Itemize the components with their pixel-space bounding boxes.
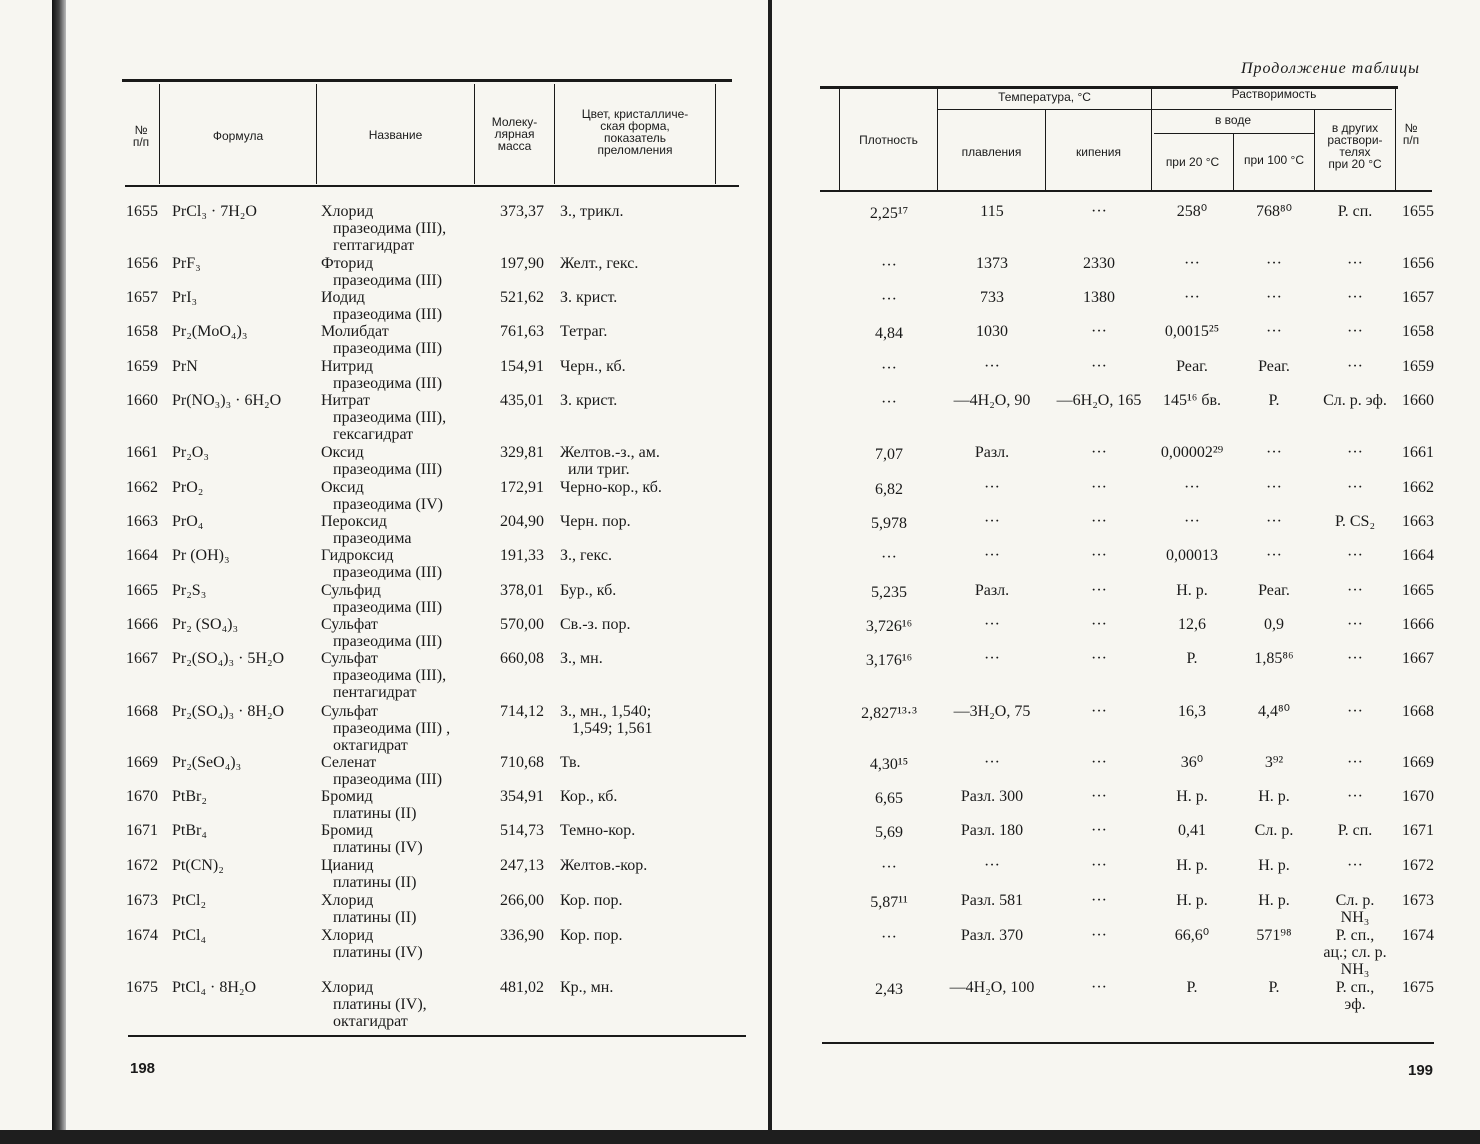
name-cell: Цианид платины (II) (321, 857, 417, 891)
solubility-20c-cell: 36⁰ (1180, 754, 1204, 771)
melting-point-cell: —3H₂O, 75 (953, 703, 1031, 720)
row-number-right: 1656 (1402, 255, 1434, 272)
density-cell: 5,978 (871, 515, 907, 532)
name-cell: Селенат празеодима (III) (321, 754, 443, 788)
name-cell: Хлорид празеодима (III), гептагидрат (321, 203, 447, 254)
melting-point-cell: ··· (984, 857, 1000, 874)
solubility-100c-cell: 0,9 (1264, 616, 1284, 633)
molecular-mass-cell: 514,73 (500, 822, 544, 839)
other-solvents-cell: ··· (1347, 616, 1363, 633)
row-number-right: 1657 (1402, 289, 1434, 306)
formula-cell: PrF₃ (172, 255, 201, 272)
boiling-point-cell: ··· (1091, 703, 1107, 720)
solubility-100c-cell: 4,4⁸⁰ (1258, 703, 1290, 720)
other-solvents-cell: ··· (1347, 857, 1363, 874)
formula-cell: PtCl₄ (172, 927, 207, 944)
solubility-20c-cell: 12,6 (1178, 616, 1206, 633)
table-bottom-rule (822, 1042, 1434, 1044)
name-cell: Нитрат празеодима (III), гексагидрат (321, 392, 447, 443)
melting-point-cell: Разл. 180 (960, 822, 1024, 839)
other-solvents-cell: ··· (1347, 547, 1363, 564)
row-number-right: 1655 (1402, 203, 1434, 220)
row-number-right: 1666 (1402, 616, 1434, 633)
density-cell: 7,07 (875, 446, 903, 463)
page-number-left: 198 (130, 1060, 156, 1077)
density-cell: 4,84 (875, 325, 903, 342)
header-temperature: Температура, °C (998, 90, 1091, 104)
name-cell: Оксид празеодима (III) (321, 444, 443, 478)
melting-point-cell: 1030 (976, 323, 1008, 340)
boiling-point-cell: ··· (1091, 857, 1107, 874)
header-boiling: кипения (1076, 145, 1121, 159)
row-number: 1662 (126, 479, 158, 496)
boiling-point-cell: ··· (1091, 927, 1107, 944)
formula-cell: Pr(NO₃)₃ · 6H₂O (172, 392, 282, 409)
row-number: 1655 (126, 203, 158, 220)
formula-cell: PrCl₃ · 7H₂O (172, 203, 257, 220)
molecular-mass-cell: 247,13 (500, 857, 544, 874)
row-number-right: 1668 (1402, 703, 1434, 720)
formula-cell: PrO₄ (172, 513, 204, 530)
name-cell: Гидроксид празеодима (III) (321, 547, 443, 581)
table-top-rule (122, 79, 732, 82)
solubility-20c-cell: Н. р. (1176, 788, 1208, 805)
formula-cell: PrI₃ (172, 289, 198, 306)
properties-cell: Темно-кор. (560, 822, 636, 839)
solubility-100c-cell: Н. р. (1258, 788, 1290, 805)
density-cell: ··· (881, 549, 897, 566)
header-melting: плавления (961, 145, 1022, 159)
solubility-20c-cell: 16,3 (1178, 703, 1206, 720)
header-at-100c: при 100 °C (1243, 153, 1305, 167)
boiling-point-cell: ··· (1091, 582, 1107, 599)
molecular-mass-cell: 329,81 (500, 444, 544, 461)
molecular-mass-cell: 204,90 (500, 513, 544, 530)
boiling-point-cell: 1380 (1083, 289, 1115, 306)
melting-point-cell: ··· (984, 358, 1000, 375)
solubility-20c-cell: ··· (1184, 479, 1200, 496)
solubility-20c-cell: 66,6⁰ (1174, 927, 1210, 944)
row-number: 1670 (126, 788, 158, 805)
solubility-100c-cell: ··· (1266, 444, 1282, 461)
row-number: 1664 (126, 547, 158, 564)
continuation-title: Продолжение таблицы (1240, 60, 1420, 77)
properties-cell: З., трикл. (560, 203, 624, 220)
boiling-point-cell: ··· (1091, 203, 1107, 220)
name-cell: Молибдат празеодима (III) (321, 323, 443, 357)
row-number: 1672 (126, 857, 158, 874)
name-cell: Бромид платины (IV) (321, 822, 423, 856)
formula-cell: Pr₂S₃ (172, 582, 207, 599)
melting-point-cell: —4H₂O, 100 (949, 979, 1035, 996)
header-name: Название (368, 128, 423, 142)
density-cell: 6,82 (875, 481, 903, 498)
properties-cell: Кр., мн. (560, 979, 614, 996)
solubility-20c-cell: Р. (1186, 650, 1198, 667)
boiling-point-cell: ··· (1091, 479, 1107, 496)
solubility-20c-cell: Н. р. (1176, 857, 1208, 874)
density-cell: ··· (881, 929, 897, 946)
row-number-right: 1675 (1402, 979, 1434, 996)
boiling-point-cell: ··· (1091, 979, 1107, 996)
solubility-20c-cell: 258⁰ (1176, 203, 1208, 220)
name-cell: Сульфид празеодима (III) (321, 582, 443, 616)
melting-point-cell: ··· (984, 754, 1000, 771)
solubility-100c-cell: ··· (1266, 513, 1282, 530)
melting-point-cell: ··· (984, 513, 1000, 530)
header-density: Плотность (859, 133, 918, 147)
row-number-right: 1667 (1402, 650, 1434, 667)
boiling-point-cell: 2330 (1083, 255, 1115, 272)
boiling-point-cell: ··· (1091, 788, 1107, 805)
row-number-right: 1672 (1402, 857, 1434, 874)
boiling-point-cell: —6H₂O, 165 (1056, 392, 1142, 409)
properties-cell: Черн. пор. (560, 513, 631, 530)
formula-cell: Pr₂O₃ (172, 444, 209, 461)
other-solvents-cell: ··· (1347, 444, 1363, 461)
formula-cell: PrO₂ (172, 479, 204, 496)
properties-cell: Кор. пор. (560, 927, 623, 944)
formula-cell: PtBr₂ (172, 788, 207, 805)
properties-cell: Тв. (560, 754, 581, 771)
row-number: 1665 (126, 582, 158, 599)
solubility-20c-cell: Н. р. (1176, 582, 1208, 599)
density-cell: ··· (881, 360, 897, 377)
molecular-mass-cell: 570,00 (500, 616, 544, 633)
row-number-right: 1661 (1402, 444, 1434, 461)
solubility-20c-cell: ··· (1184, 289, 1200, 306)
properties-cell: З., мн. (560, 650, 603, 667)
melting-point-cell: 115 (980, 203, 1004, 220)
boiling-point-cell: ··· (1091, 358, 1107, 375)
properties-cell: Черно-кор., кб. (560, 479, 662, 496)
header-solubility: Растворимость (1231, 87, 1317, 101)
other-solvents-cell: ··· (1347, 289, 1363, 306)
molecular-mass-cell: 378,01 (500, 582, 544, 599)
row-number-right: 1660 (1402, 392, 1434, 409)
other-solvents-cell: ··· (1347, 255, 1363, 272)
solubility-20c-cell: 145¹⁶ бв. (1162, 392, 1222, 409)
molecular-mass-cell: 710,68 (500, 754, 544, 771)
properties-cell: З. крист. (560, 392, 618, 409)
header-bottom-rule (820, 190, 1432, 192)
density-cell: ··· (881, 394, 897, 411)
molecular-mass-cell: 266,00 (500, 892, 544, 909)
properties-cell: Черн., кб. (560, 358, 626, 375)
row-number: 1668 (126, 703, 158, 720)
properties-cell: Кор. пор. (560, 892, 623, 909)
name-cell: Сульфат празеодима (III) (321, 616, 443, 650)
header-formula: Формула (212, 129, 264, 143)
melting-point-cell: Разл. 581 (960, 892, 1024, 909)
melting-point-cell: Разл. (974, 582, 1010, 599)
melting-point-cell: Разл. 370 (960, 927, 1024, 944)
molecular-mass-cell: 714,12 (500, 703, 544, 720)
row-number: 1661 (126, 444, 158, 461)
molecular-mass-cell: 660,08 (500, 650, 544, 667)
solubility-20c-cell: 0,41 (1178, 822, 1206, 839)
row-number: 1669 (126, 754, 158, 771)
row-number-right: 1671 (1402, 822, 1434, 839)
other-solvents-cell: Сл. р. NH₃ (1335, 892, 1375, 926)
other-solvents-cell: ··· (1347, 754, 1363, 771)
melting-point-cell: Разл. (974, 444, 1010, 461)
density-cell: 2,25¹⁷ (869, 205, 909, 222)
density-cell: ··· (881, 291, 897, 308)
density-cell: 5,69 (875, 824, 903, 841)
name-cell: Иодид празеодима (III) (321, 289, 443, 323)
row-number-right: 1662 (1402, 479, 1434, 496)
other-solvents-cell: Р. сп., ац.; сл. р. NH₃ (1323, 927, 1387, 978)
solubility-100c-cell: Реаг. (1258, 582, 1290, 599)
row-number-right: 1673 (1402, 892, 1434, 909)
molecular-mass-cell: 154,91 (500, 358, 544, 375)
solubility-100c-cell: Реаг. (1258, 358, 1290, 375)
solubility-20c-cell: ··· (1184, 255, 1200, 272)
name-cell: Сульфат празеодима (III) , октагидрат (321, 703, 451, 754)
melting-point-cell: 1373 (976, 255, 1008, 272)
name-cell: Нитрид празеодима (III) (321, 358, 443, 392)
properties-cell: З., мн., 1,540; 1,549; 1,561 (560, 703, 653, 737)
name-cell: Пероксид празеодима (321, 513, 412, 547)
row-number: 1673 (126, 892, 158, 909)
name-cell: Хлорид платины (IV), октагидрат (321, 979, 427, 1030)
row-number: 1671 (126, 822, 158, 839)
other-solvents-cell: ··· (1347, 358, 1363, 375)
name-cell: Фторид празеодима (III) (321, 255, 443, 289)
row-number: 1675 (126, 979, 158, 996)
solubility-20c-cell: Реаг. (1176, 358, 1208, 375)
subheader-rule (938, 109, 1392, 110)
formula-cell: PtCl₂ (172, 892, 207, 909)
molecular-mass-cell: 435,01 (500, 392, 544, 409)
row-number: 1674 (126, 927, 158, 944)
molecular-mass-cell: 373,37 (500, 203, 544, 220)
row-number-right: 1674 (1402, 927, 1434, 944)
row-number-right: 1665 (1402, 582, 1434, 599)
page-number-right: 199 (1408, 1062, 1434, 1079)
other-solvents-cell: ··· (1347, 650, 1363, 667)
header-molecular-mass: Молеку- лярная масса (491, 115, 538, 153)
header-at-20c: при 20 °C (1165, 155, 1220, 169)
header-number: № п/п (132, 123, 150, 149)
molecular-mass-cell: 354,91 (500, 788, 544, 805)
formula-cell: Pt(CN)₂ (172, 857, 224, 874)
boiling-point-cell: ··· (1091, 822, 1107, 839)
name-cell: Хлорид платины (IV) (321, 927, 423, 961)
formula-cell: PrN (172, 358, 198, 375)
melting-point-cell: ··· (984, 547, 1000, 564)
properties-cell: Кор., кб. (560, 788, 618, 805)
other-solvents-cell: Р. CS₂ (1334, 513, 1376, 530)
solubility-100c-cell: Н. р. (1258, 857, 1290, 874)
other-solvents-cell: ··· (1347, 323, 1363, 340)
solubility-100c-cell: 768⁸⁰ (1256, 203, 1292, 220)
properties-cell: Тетраг. (560, 323, 608, 340)
name-cell: Оксид празеодима (IV) (321, 479, 443, 513)
properties-cell: Желт., гекс. (560, 255, 639, 272)
header-in-water: в воде (1214, 113, 1252, 127)
solubility-20c-cell: Р. (1186, 979, 1198, 996)
formula-cell: Pr₂(SeO₄)₃ (172, 754, 242, 771)
other-solvents-cell: Р. сп. (1337, 203, 1373, 220)
header-bottom-rule (125, 185, 739, 187)
boiling-point-cell: ··· (1091, 547, 1107, 564)
density-cell: 6,65 (875, 790, 903, 807)
molecular-mass-cell: 336,90 (500, 927, 544, 944)
col-divider (937, 89, 938, 191)
density-cell: 4,30¹⁵ (869, 756, 909, 773)
solubility-100c-cell: ··· (1266, 289, 1282, 306)
formula-cell: Pr₂(MoO₄)₃ (172, 323, 248, 340)
formula-cell: PtBr₄ (172, 822, 207, 839)
solubility-100c-cell: Р. (1268, 979, 1280, 996)
subheader-rule-water (1154, 133, 1314, 134)
properties-cell: Желтов.-з., ам. или триг. (560, 444, 660, 478)
row-number: 1660 (126, 392, 158, 409)
solubility-100c-cell: 3⁹² (1264, 754, 1284, 771)
density-cell: ··· (881, 257, 897, 274)
formula-cell: Pr₂ (SO₄)₃ (172, 616, 239, 633)
melting-point-cell: Разл. 300 (960, 788, 1024, 805)
right-page (772, 0, 1480, 1130)
molecular-mass-cell: 481,02 (500, 979, 544, 996)
header-other-solvents: в других раствори- телях при 20 °C (1327, 121, 1383, 171)
other-solvents-cell: Сл. р. эф. (1323, 392, 1387, 409)
formula-cell: Pr (OH)₃ (172, 547, 230, 564)
density-cell: 2,827¹³·³ (861, 705, 917, 722)
col-divider (715, 84, 716, 184)
name-cell: Бромид платины (II) (321, 788, 417, 822)
boiling-point-cell: ··· (1091, 892, 1107, 909)
properties-cell: З. крист. (560, 289, 618, 306)
melting-point-cell: ··· (984, 616, 1000, 633)
header-color-form: Цвет, кристалличе- ская форма, показатель преломления (581, 107, 689, 157)
name-cell: Сульфат празеодима (III), пентагидрат (321, 650, 447, 701)
formula-cell: Pr₂(SO₄)₃ · 5H₂O (172, 650, 285, 667)
book-spine-shadow (52, 0, 66, 1130)
row-number: 1658 (126, 323, 158, 340)
molecular-mass-cell: 172,91 (500, 479, 544, 496)
formula-cell: Pr₂(SO₄)₃ · 8H₂O (172, 703, 285, 720)
density-cell: 2,43 (875, 981, 903, 998)
other-solvents-cell: Р. сп. (1337, 822, 1373, 839)
boiling-point-cell: ··· (1091, 650, 1107, 667)
properties-cell: Желтов.-кор. (560, 857, 648, 874)
row-number: 1667 (126, 650, 158, 667)
density-cell: 5,87¹¹ (870, 894, 908, 911)
row-number: 1657 (126, 289, 158, 306)
molecular-mass-cell: 197,90 (500, 255, 544, 272)
other-solvents-cell: ··· (1347, 703, 1363, 720)
boiling-point-cell: ··· (1091, 616, 1107, 633)
formula-cell: PtCl₄ · 8H₂O (172, 979, 257, 996)
melting-point-cell: ··· (984, 479, 1000, 496)
solubility-20c-cell: ··· (1184, 513, 1200, 530)
row-number-right: 1663 (1402, 513, 1434, 530)
row-number-right: 1664 (1402, 547, 1434, 564)
melting-point-cell: —4H₂O, 90 (953, 392, 1031, 409)
melting-point-cell: 733 (980, 289, 1004, 306)
row-number: 1663 (126, 513, 158, 530)
row-number: 1666 (126, 616, 158, 633)
col-divider (1151, 89, 1152, 191)
density-cell: 5,235 (871, 584, 907, 601)
boiling-point-cell: ··· (1091, 513, 1107, 530)
table-bottom-rule (128, 1035, 746, 1037)
boiling-point-cell: ··· (1091, 444, 1107, 461)
properties-cell: Бур., кб. (560, 582, 617, 599)
solubility-20c-cell: 0,0015²⁵ (1164, 323, 1220, 340)
row-number: 1659 (126, 358, 158, 375)
properties-cell: Св.-з. пор. (560, 616, 631, 633)
solubility-100c-cell: ··· (1266, 255, 1282, 272)
solubility-20c-cell: Н. р. (1176, 892, 1208, 909)
row-number-right: 1670 (1402, 788, 1434, 805)
solubility-20c-cell: 0,00002²⁹ (1160, 444, 1224, 461)
molecular-mass-cell: 191,33 (500, 547, 544, 564)
row-number-right: 1669 (1402, 754, 1434, 771)
solubility-100c-cell: Сл. р. (1254, 822, 1294, 839)
melting-point-cell: ··· (984, 650, 1000, 667)
density-cell: ··· (881, 859, 897, 876)
row-number-right: 1659 (1402, 358, 1434, 375)
other-solvents-cell: ··· (1347, 582, 1363, 599)
other-solvents-cell: Р. сп., эф. (1335, 979, 1375, 1013)
density-cell: 3,726¹⁶ (865, 618, 913, 635)
row-number-right: 1658 (1402, 323, 1434, 340)
molecular-mass-cell: 521,62 (500, 289, 544, 306)
solubility-100c-cell: Н. р. (1258, 892, 1290, 909)
solubility-100c-cell: 1,85⁸⁶ (1254, 650, 1294, 667)
solubility-100c-cell: Р. (1268, 392, 1280, 409)
density-cell: 3,176¹⁶ (865, 652, 913, 669)
boiling-point-cell: ··· (1091, 754, 1107, 771)
header-number-right: № п/п (1402, 121, 1420, 147)
molecular-mass-cell: 761,63 (500, 323, 544, 340)
solubility-100c-cell: ··· (1266, 479, 1282, 496)
properties-cell: З., гекс. (560, 547, 612, 564)
solubility-100c-cell: 571⁹⁸ (1256, 927, 1292, 944)
other-solvents-cell: ··· (1347, 479, 1363, 496)
solubility-100c-cell: ··· (1266, 323, 1282, 340)
other-solvents-cell: ··· (1347, 788, 1363, 805)
solubility-20c-cell: 0,00013 (1166, 547, 1218, 564)
boiling-point-cell: ··· (1091, 323, 1107, 340)
row-number: 1656 (126, 255, 158, 272)
name-cell: Хлорид платины (II) (321, 892, 417, 926)
solubility-100c-cell: ··· (1266, 547, 1282, 564)
